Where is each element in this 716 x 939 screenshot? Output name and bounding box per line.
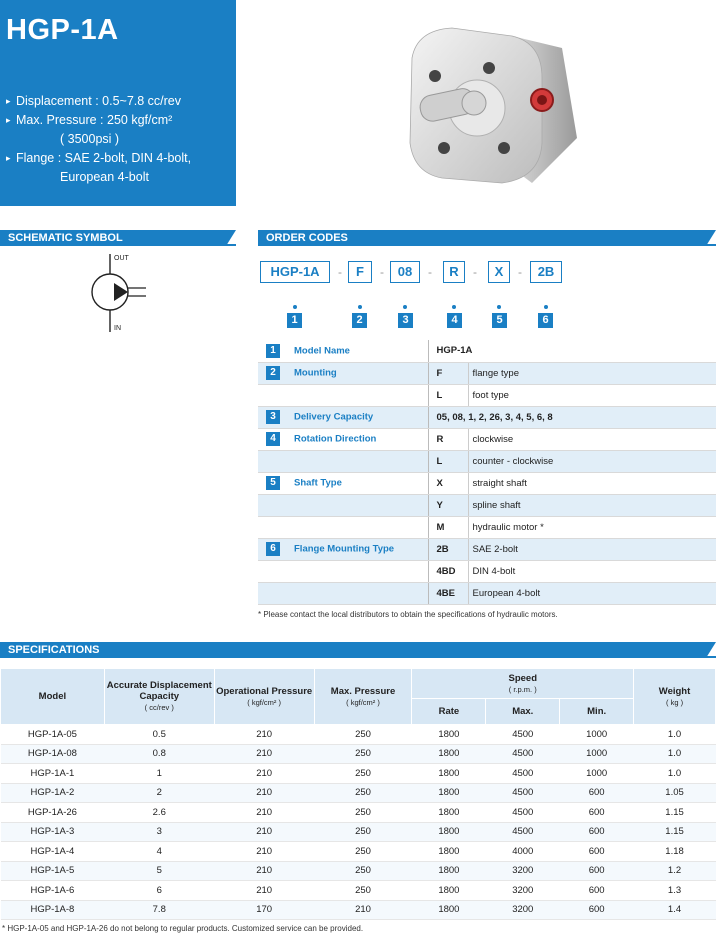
col-header: Speed ( r.p.m. ) xyxy=(412,669,634,699)
code-number-badge: 2 xyxy=(352,313,367,328)
order-label-text: Model Name xyxy=(294,345,350,357)
table-cell: HGP-1A-3 xyxy=(1,822,105,842)
table-cell: 1800 xyxy=(412,803,486,823)
table-cell: 4500 xyxy=(486,783,560,803)
order-code-description: straight shaft xyxy=(468,472,716,494)
order-code-description: SAE 2-bolt xyxy=(468,538,716,560)
connector-dot xyxy=(544,305,548,309)
table-cell: HGP-1A-08 xyxy=(1,744,105,764)
order-code-description: flange type xyxy=(468,362,716,384)
specifications-divider xyxy=(0,656,716,658)
table-cell: 1000 xyxy=(560,764,634,784)
table-cell: 600 xyxy=(560,842,634,862)
col-header: Max. xyxy=(486,699,560,725)
order-row xyxy=(258,428,716,450)
table-cell: 1.0 xyxy=(634,764,716,784)
order-code-description: European 4-bolt xyxy=(468,582,716,604)
bullet-arrow-icon: ▸ xyxy=(6,115,11,125)
order-row xyxy=(258,538,716,560)
order-row-label xyxy=(258,428,428,450)
table-cell: 250 xyxy=(314,725,412,745)
table-cell: 210 xyxy=(214,744,314,764)
col-header: Min. xyxy=(560,699,634,725)
table-cell: 1000 xyxy=(560,744,634,764)
spec-summary-text: Displacement : 0.5~7.8 cc/rev xyxy=(16,94,182,108)
table-cell: 4500 xyxy=(486,725,560,745)
order-row-label xyxy=(258,494,428,516)
schematic-heading: SCHEMATIC SYMBOL xyxy=(0,230,226,246)
table-cell: 250 xyxy=(314,744,412,764)
specifications-note: * HGP-1A-05 and HGP-1A-26 do not belong to regular products. Customized service can be provided. xyxy=(2,924,364,933)
order-code-description: hydraulic motor * xyxy=(468,516,716,538)
table-cell: 3 xyxy=(104,822,214,842)
table-cell: 1.2 xyxy=(634,861,716,881)
order-code-value: 05, 08, 1, 2, 26, 3, 4, 5, 6, 8 xyxy=(428,406,716,428)
pump-image xyxy=(392,18,612,188)
table-cell: 600 xyxy=(560,783,634,803)
table-cell: 210 xyxy=(214,822,314,842)
code-number-badge: 1 xyxy=(287,313,302,328)
order-code-table xyxy=(258,340,716,605)
order-row xyxy=(258,472,716,494)
spec-summary-line xyxy=(6,168,191,187)
table-cell: HGP-1A-2 xyxy=(1,783,105,803)
order-number-badge: 4 xyxy=(266,432,280,446)
table-row xyxy=(1,861,716,881)
spec-summary-text: European 4-bolt xyxy=(60,170,149,184)
order-code-value: R xyxy=(428,428,468,450)
order-row xyxy=(258,450,716,472)
order-number-badge: 5 xyxy=(266,476,280,490)
table-cell: 7.8 xyxy=(104,900,214,920)
table-cell: HGP-1A-8 xyxy=(1,900,105,920)
code-rotation: R xyxy=(443,261,465,283)
table-cell: 1.05 xyxy=(634,783,716,803)
table-cell: 250 xyxy=(314,881,412,901)
order-number-badge: 2 xyxy=(266,366,280,380)
table-cell: 1800 xyxy=(412,861,486,881)
order-row-label xyxy=(258,538,428,560)
table-row xyxy=(1,764,716,784)
table-row xyxy=(1,822,716,842)
code-mounting: F xyxy=(348,261,372,283)
spec-summary-line xyxy=(6,111,191,130)
table-cell: 4 xyxy=(104,842,214,862)
table-cell: 210 xyxy=(214,861,314,881)
table-cell: 1.15 xyxy=(634,822,716,842)
order-code-value: X xyxy=(428,472,468,494)
table-cell: 1.0 xyxy=(634,725,716,745)
title-banner xyxy=(0,0,236,206)
code-dash: - xyxy=(338,265,342,279)
order-row xyxy=(258,560,716,582)
table-cell: 4500 xyxy=(486,803,560,823)
order-label-text: Rotation Direction xyxy=(294,433,377,445)
order-label-text: Flange Mounting Type xyxy=(294,543,395,555)
order-row xyxy=(258,582,716,604)
table-cell: 1.15 xyxy=(634,803,716,823)
table-cell: 600 xyxy=(560,900,634,920)
connector-dot xyxy=(293,305,297,309)
table-cell: 600 xyxy=(560,881,634,901)
specifications-heading: SPECIFICATIONS xyxy=(0,642,706,658)
page-title: HGP-1A xyxy=(6,14,119,46)
table-row xyxy=(1,803,716,823)
specifications-table xyxy=(0,668,716,920)
col-header: Model xyxy=(1,669,105,725)
table-cell: 250 xyxy=(314,861,412,881)
table-row xyxy=(1,900,716,920)
col-header: Rate xyxy=(412,699,486,725)
order-row-label xyxy=(258,406,428,428)
schematic-symbol xyxy=(70,252,180,342)
order-codes-heading: ORDER CODES xyxy=(258,230,706,246)
order-code-value: HGP-1A xyxy=(428,340,716,362)
table-cell: 1800 xyxy=(412,822,486,842)
table-cell: HGP-1A-6 xyxy=(1,881,105,901)
order-label-text: Shaft Type xyxy=(294,477,342,489)
table-cell: 210 xyxy=(214,783,314,803)
spec-summary-text: ( 3500psi ) xyxy=(60,132,120,146)
order-code-value: M xyxy=(428,516,468,538)
table-cell: 3200 xyxy=(486,881,560,901)
code-flange: 2B xyxy=(530,261,562,283)
order-label-text: Delivery Capacity xyxy=(294,411,374,423)
table-cell: 4500 xyxy=(486,822,560,842)
table-cell: 170 xyxy=(214,900,314,920)
connector-dot xyxy=(497,305,501,309)
schematic-divider xyxy=(0,244,236,246)
table-cell: 1800 xyxy=(412,783,486,803)
spec-summary-line xyxy=(6,92,191,111)
order-row xyxy=(258,516,716,538)
code-number-badge: 5 xyxy=(492,313,507,328)
col-header: Weight ( kg ) xyxy=(634,669,716,725)
in-label: IN xyxy=(114,325,121,332)
table-row xyxy=(1,881,716,901)
table-cell: 600 xyxy=(560,803,634,823)
table-cell: 600 xyxy=(560,861,634,881)
order-number-badge: 1 xyxy=(266,344,280,358)
code-dash: - xyxy=(518,265,522,279)
order-code-value: 4BE xyxy=(428,582,468,604)
table-cell: 210 xyxy=(314,900,412,920)
table-cell: 210 xyxy=(214,842,314,862)
table-cell: 1800 xyxy=(412,881,486,901)
col-header: Accurate Displacement Capacity ( cc/rev ) xyxy=(104,669,214,725)
code-dash: - xyxy=(473,265,477,279)
table-cell: 1.18 xyxy=(634,842,716,862)
table-row xyxy=(1,744,716,764)
table-cell: 1.3 xyxy=(634,881,716,901)
table-cell: 600 xyxy=(560,822,634,842)
table-cell: 1800 xyxy=(412,725,486,745)
spec-summary-line xyxy=(6,130,191,149)
table-cell: 0.8 xyxy=(104,744,214,764)
order-row-label xyxy=(258,560,428,582)
code-number-badge: 6 xyxy=(538,313,553,328)
order-code-description: DIN 4-bolt xyxy=(468,560,716,582)
order-code-value: Y xyxy=(428,494,468,516)
table-row xyxy=(1,783,716,803)
bullet-arrow-icon: ▸ xyxy=(6,153,11,163)
order-row-label xyxy=(258,450,428,472)
order-code-value: F xyxy=(428,362,468,384)
code-dash: - xyxy=(380,265,384,279)
code-model: HGP-1A xyxy=(260,261,330,283)
table-cell: 1800 xyxy=(412,900,486,920)
table-cell: 250 xyxy=(314,764,412,784)
order-row xyxy=(258,384,716,406)
order-number-badge: 6 xyxy=(266,542,280,556)
order-row xyxy=(258,340,716,362)
order-note: * Please contact the local distributors to obtain the specifications of hydraulic motors. xyxy=(258,610,558,619)
table-cell: 3200 xyxy=(486,861,560,881)
spec-summary-text: Flange : SAE 2-bolt, DIN 4-bolt, xyxy=(16,151,192,165)
table-cell: 250 xyxy=(314,822,412,842)
code-capacity: 08 xyxy=(390,261,420,283)
table-cell: HGP-1A-26 xyxy=(1,803,105,823)
table-cell: 1800 xyxy=(412,842,486,862)
order-code-value: 4BD xyxy=(428,560,468,582)
table-cell: HGP-1A-05 xyxy=(1,725,105,745)
table-cell: 4500 xyxy=(486,764,560,784)
table-cell: 210 xyxy=(214,764,314,784)
bullet-arrow-icon: ▸ xyxy=(6,96,11,106)
table-cell: 1 xyxy=(104,764,214,784)
table-cell: 1800 xyxy=(412,744,486,764)
order-codes-divider xyxy=(258,244,716,246)
order-number-badge: 3 xyxy=(266,410,280,424)
order-code-value: L xyxy=(428,384,468,406)
order-code-description: clockwise xyxy=(468,428,716,450)
table-cell: HGP-1A-1 xyxy=(1,764,105,784)
order-row-label xyxy=(258,472,428,494)
spec-summary xyxy=(6,92,191,187)
table-cell: 4500 xyxy=(486,744,560,764)
connector-dot xyxy=(403,305,407,309)
table-cell: 250 xyxy=(314,803,412,823)
spec-summary-text: Max. Pressure : 250 kgf/cm² xyxy=(16,113,173,127)
table-cell: 1.0 xyxy=(634,744,716,764)
table-cell: 210 xyxy=(214,881,314,901)
order-row-label xyxy=(258,582,428,604)
out-label: OUT xyxy=(114,255,129,262)
col-header: Max. Pressure ( kgf/cm² ) xyxy=(314,669,412,725)
table-cell: HGP-1A-4 xyxy=(1,842,105,862)
order-row-label xyxy=(258,362,428,384)
table-cell: 3200 xyxy=(486,900,560,920)
order-row-label xyxy=(258,340,428,362)
order-row xyxy=(258,362,716,384)
code-shaft: X xyxy=(488,261,510,283)
code-dash: - xyxy=(428,265,432,279)
table-cell: 1800 xyxy=(412,764,486,784)
order-code-value: 2B xyxy=(428,538,468,560)
spec-summary-line xyxy=(6,149,191,168)
order-row xyxy=(258,406,716,428)
order-row-label xyxy=(258,384,428,406)
table-row xyxy=(1,842,716,862)
table-cell: 210 xyxy=(214,725,314,745)
order-code-value: L xyxy=(428,450,468,472)
table-cell: 0.5 xyxy=(104,725,214,745)
connector-dot xyxy=(358,305,362,309)
table-cell: 1000 xyxy=(560,725,634,745)
table-cell: 2.6 xyxy=(104,803,214,823)
order-row-label xyxy=(258,516,428,538)
table-row xyxy=(1,725,716,745)
table-cell: 210 xyxy=(214,803,314,823)
order-row xyxy=(258,494,716,516)
order-code-description: spline shaft xyxy=(468,494,716,516)
col-header: Operational Pressure ( kgf/cm² ) xyxy=(214,669,314,725)
table-cell: 250 xyxy=(314,842,412,862)
order-code-description: counter - clockwise xyxy=(468,450,716,472)
table-cell: 5 xyxy=(104,861,214,881)
order-label-text: Mounting xyxy=(294,367,337,379)
code-number-badge: 3 xyxy=(398,313,413,328)
table-cell: 2 xyxy=(104,783,214,803)
table-cell: 250 xyxy=(314,783,412,803)
table-cell: 1.4 xyxy=(634,900,716,920)
table-cell: HGP-1A-5 xyxy=(1,861,105,881)
table-cell: 4000 xyxy=(486,842,560,862)
code-number-badge: 4 xyxy=(447,313,462,328)
connector-dot xyxy=(452,305,456,309)
order-code-description: foot type xyxy=(468,384,716,406)
table-cell: 6 xyxy=(104,881,214,901)
